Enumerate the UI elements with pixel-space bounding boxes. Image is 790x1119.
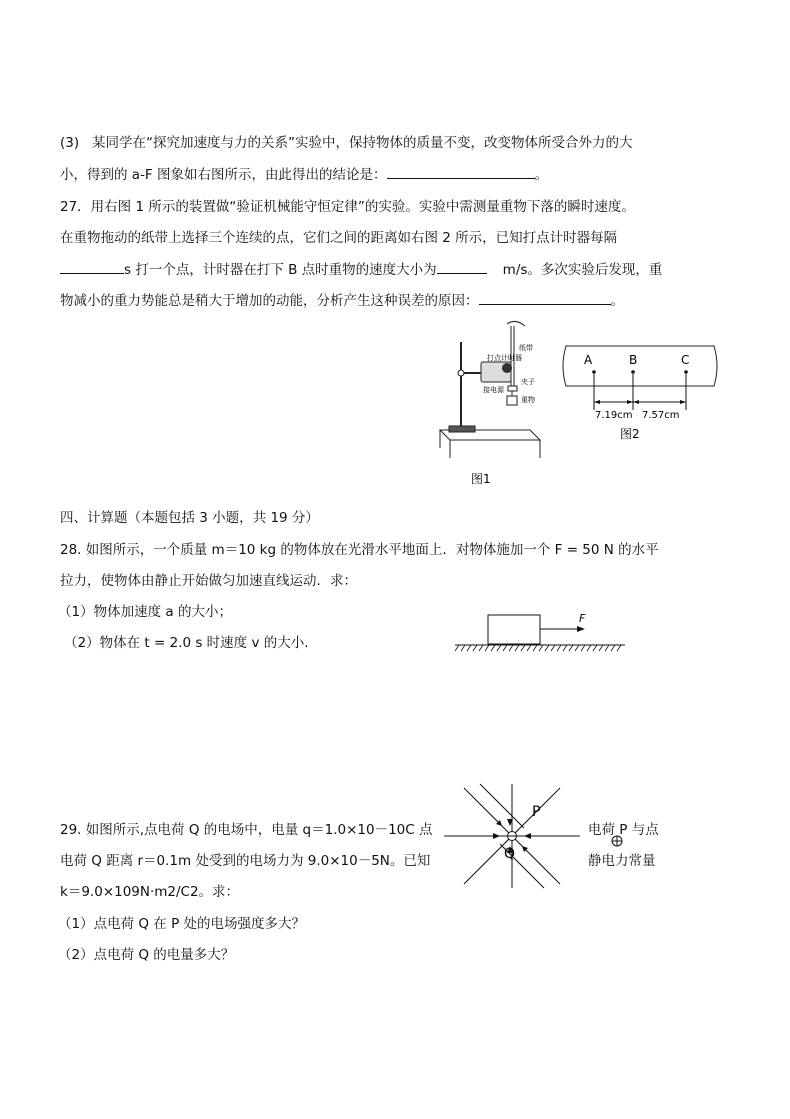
q27-interval-blank[interactable] xyxy=(60,259,124,274)
q26-answer-blank[interactable] xyxy=(387,164,535,179)
block-force-figure xyxy=(455,608,625,652)
point-a-label: A xyxy=(584,353,593,367)
q27-line2: 在重物拖动的纸带上选择三个连续的点，它们之间的距离如右图 2 所示，已知打点计时器每隔 xyxy=(60,230,618,246)
point-c-label: C xyxy=(681,353,690,367)
tape-label: 纸带 xyxy=(519,344,533,352)
q29-line1-right: 电荷 P 与点 xyxy=(588,822,659,838)
q28-line1: 28. 如图所示，一个质量 m＝10 kg 的物体放在光滑水平地面上．对物体施加一个 F = 50 N 的水平 xyxy=(60,542,659,558)
power-label: 接电源 xyxy=(483,386,504,394)
q27-line4-end: 。 xyxy=(610,293,624,309)
q29-line2-right: 静电力常量 xyxy=(588,853,656,869)
q26-line2-end: 。 xyxy=(534,167,548,183)
q29-sub1: （1）点电荷 Q 在 P 处的电场强度多大？ xyxy=(58,916,306,932)
force-label: F xyxy=(579,612,586,625)
point-b-label: B xyxy=(629,353,638,367)
q27-reason-blank[interactable] xyxy=(479,290,611,305)
q29-line2: 电荷 Q 距离 r＝0.1m 处受到的电场力为 9.0×10－5N。已知 xyxy=(60,853,431,869)
weight-label: 重物 xyxy=(521,396,535,404)
fig2-caption: 图2 xyxy=(620,427,640,441)
q29-sub2: （2）点电荷 Q 的电量多大？ xyxy=(58,947,235,963)
clip-label: 夹子 xyxy=(521,378,535,386)
q29-line3: k＝9.0×109N·m2/C2。求： xyxy=(60,884,240,900)
q28-sub1: （1）物体加速度 a 的大小； xyxy=(58,604,232,620)
label-q: Q xyxy=(504,846,516,862)
label-p: P xyxy=(532,804,541,820)
q27-line4-text: 物减小的重力势能总是稍大于增加的动能，分析产生这种误差的原因： xyxy=(60,293,479,309)
q27-line3-a: s 打一个点，计时器在打下 B 点时重物的速度大小为 xyxy=(124,262,437,278)
q27-line4 xyxy=(60,290,624,311)
q27-line3 xyxy=(60,259,662,280)
field-marker-icon xyxy=(610,834,624,848)
section4-heading: 四、计算题（本题包括 3 小题，共 19 分） xyxy=(60,510,319,526)
paper-tape-figure xyxy=(558,340,723,444)
fig1-caption: 图1 xyxy=(471,472,491,486)
timer-label: 打点计时器 xyxy=(487,354,522,362)
q26-line2-text: 小，得到的 a-F 图象如右图所示，由此得出的结论是： xyxy=(60,167,387,183)
q27-line3-b: m/s。多次实验后发现，重 xyxy=(502,262,663,278)
apparatus-figure xyxy=(435,318,555,490)
dist-bc-label: 7.57cm xyxy=(642,410,680,421)
q27-speed-blank[interactable] xyxy=(437,259,487,274)
q26-line2 xyxy=(60,164,548,185)
q29-line1: 29. 如图所示,点电荷 Q 的电场中，电量 q＝1.0×10－10C 点 xyxy=(60,822,433,838)
q26-line1: (3) 某同学在“探究加速度与力的关系”实验中，保持物体的质量不变，改变物体所受合外力的大 xyxy=(60,135,633,151)
electric-field-figure xyxy=(444,782,580,892)
q27-line1: 27．用右图 1 所示的装置做“验证机械能守恒定律”的实验。实验中需测量重物下落的瞬时速度。 xyxy=(60,199,635,215)
q28-sub2: （2）物体在 t = 2.0 s 时速度 v 的大小. xyxy=(64,635,309,651)
q28-line2: 拉力，使物体由静止开始做匀加速直线运动．求： xyxy=(60,573,357,589)
dist-ab-label: 7.19cm xyxy=(595,410,633,421)
